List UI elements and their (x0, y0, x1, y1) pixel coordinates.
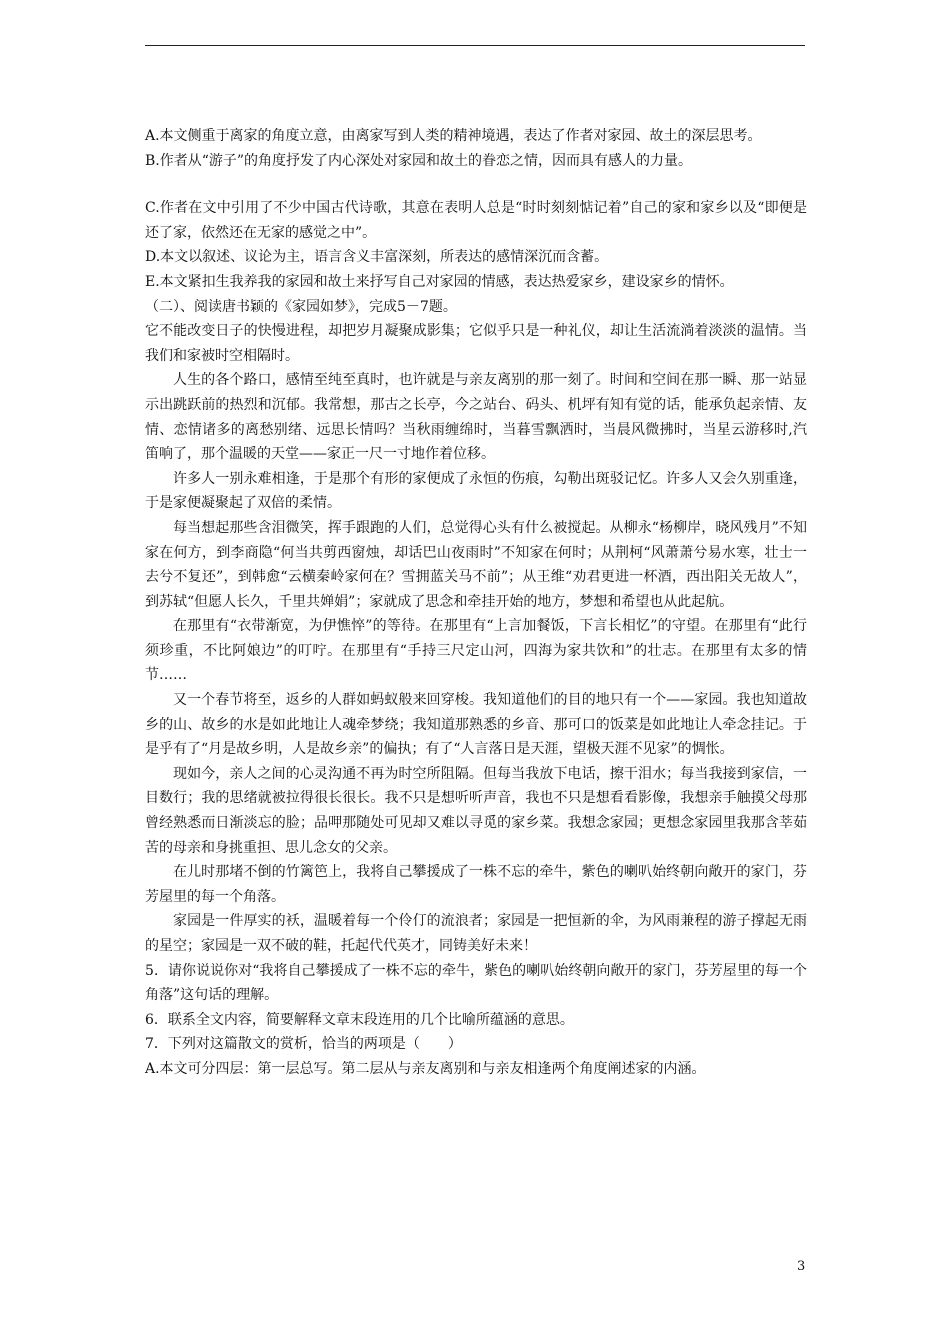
essay-intro: 它不能改变日子的快慢进程，却把岁月凝聚成影集；它似乎只是一种礼仪，却让生活流淌着淡淡的温情。当我们和家被时空相隔时。 (145, 323, 807, 364)
question-7: 7．下列对这篇散文的赏析，恰当的两项是（ ） (145, 1036, 462, 1053)
essay-paragraph: 许多人一别永难相逢，于是那个有形的家便成了永恒的伤痕，勾勒出斑驳记忆。许多人又会久别重逢，于是家便凝聚起了双倍的柔情。 (145, 470, 807, 512)
essay-paragraph: 又一个春节将至，返乡的人群如蚂蚁般来回穿梭。我知道他们的目的地只有一个——家园。我也知道故乡的山、故乡的水是如此地让人魂牵梦绕；我知道那熟悉的乡音、那可口的饭菜是如此地让人牵念挂记。于是乎有了“月是故乡明，人是故乡亲”的偏执；有了“人言落日是天涯，望极天涯不见家”的惆怅。 (145, 692, 807, 758)
option-c-prev: C.作者在文中引用了不少中国古代诗歌，其意在表明人总是“时时刻刻惦记着”自己的家和家乡以及“即便是还了家，依然还在无家的感觉之中”。 (145, 200, 807, 241)
question-6: 6．联系全文内容，简要解释文章末段连用的几个比喻所蕴涵的意思。 (145, 1011, 574, 1028)
option-b-prev: B.作者从“游子”的角度抒发了内心深处对家园和故土的眷恋之情，因而具有感人的力量。 (145, 152, 693, 169)
question-7-option-a: A.本文可分四层：第一层总写。第二层从与亲友离别和与亲友相逢两个角度阐述家的内涵。 (145, 1060, 706, 1077)
essay-paragraph: 家园是一件厚实的袄，温暖着每一个伶仃的流浪者；家园是一把恒新的伞，为风雨兼程的游子撑起无雨的星空；家园是一双不破的鞋，托起代代英才，同铸美好未来！ (145, 913, 807, 954)
page-content (145, 124, 807, 1082)
essay-paragraph: 在那里有“衣带渐宽，为伊憔悴”的等待。在那里有“上言加餐饭，下言长相忆”的守望。在那里有“此行须珍重，不比阿娘边”的叮咛。在那里有“手持三尺定山河，四海为家共饮和”的壮志。在那里有太多的情节…… (145, 618, 807, 684)
essay-paragraph: 人生的各个路口，感情至纯至真时，也许就是与亲友离别的那一刻了。时间和空间在那一瞬、那一站显示出跳跃前的热烈和沉郁。我常想，那古之长亭，今之站台、码头、机坪有知有觉的话，能承负起亲情、友情、恋情诸多的离愁别绪、远思长情吗？当秋雨缠绵时，当暮雪飘洒时，当晨风微拂时，当星云游移时,汽笛响了，那个温暖的天堂——家正一尺一寸地作着位移。 (145, 372, 807, 463)
header-rule (145, 45, 805, 46)
option-e-prev: E.本文紧扣生我养我的家园和故土来抒写自己对家园的情感，表达热爱家乡，建设家乡的情怀。 (145, 273, 734, 290)
essay-paragraph: 在儿时那堵不倒的竹篱笆上，我将自己攀援成了一株不忘的牵牛，紫色的喇叭始终朝向敞开的家门，芬芳屋里的每一个角落。 (145, 864, 807, 905)
option-d-prev: D.本文以叙述、议论为主，语言含义丰富深刻，所表达的感情深沉而含蓄。 (145, 249, 609, 266)
option-a-prev: A.本文侧重于离家的角度立意，由离家写到人类的精神境遇，表达了作者对家园、故土的深层思考。 (145, 128, 762, 144)
essay-paragraph: 现如今，亲人之间的心灵沟通不再为时空所阻隔。但每当我放下电话，擦干泪水；每当我接到家信，一目数行；我的思绪就被拉得很长很长。我不只是想听听声音，我也不只是想看看影像，我想亲手触摸父母那曾经熟悉而日渐淡忘的脸；品呷那随处可见却又难以寻觅的家乡菜。我想念家园；更想念家园里我那含莘茹苦的母亲和身挑重担、思儿念女的父亲。 (145, 765, 807, 856)
page-number: 3 (797, 1259, 806, 1274)
question-5: 5．请你说说你对“我将自己攀援成了一株不忘的牵牛，紫色的喇叭始终朝向敞开的家门，芬芳屋里的每一个角落”这句话的理解。 (145, 962, 807, 1004)
section-heading: （二）、阅读唐书颖的《家园如梦》，完成5－7题。 (145, 298, 457, 315)
essay-paragraph: 每当想起那些含泪微笑，挥手跟跑的人们，总觉得心头有什么被搅起。从柳永“杨柳岸，晓风残月”不知家在何方，到李商隐“何当共剪西窗烛，却话巴山夜雨时”不知家在何时；从荆柯“风萧萧兮易水寒，壮士一去兮不复还”，到韩愈“云横秦岭家何在？雪拥蓝关马不前”；从王维“劝君更进一杯酒，西出阳关无故人”，到苏轼“但愿人长久，千里共婵娟”；家就成了思念和牵挂开始的地方，梦想和希望也从此起航。 (145, 519, 807, 610)
spacer (145, 173, 807, 196)
